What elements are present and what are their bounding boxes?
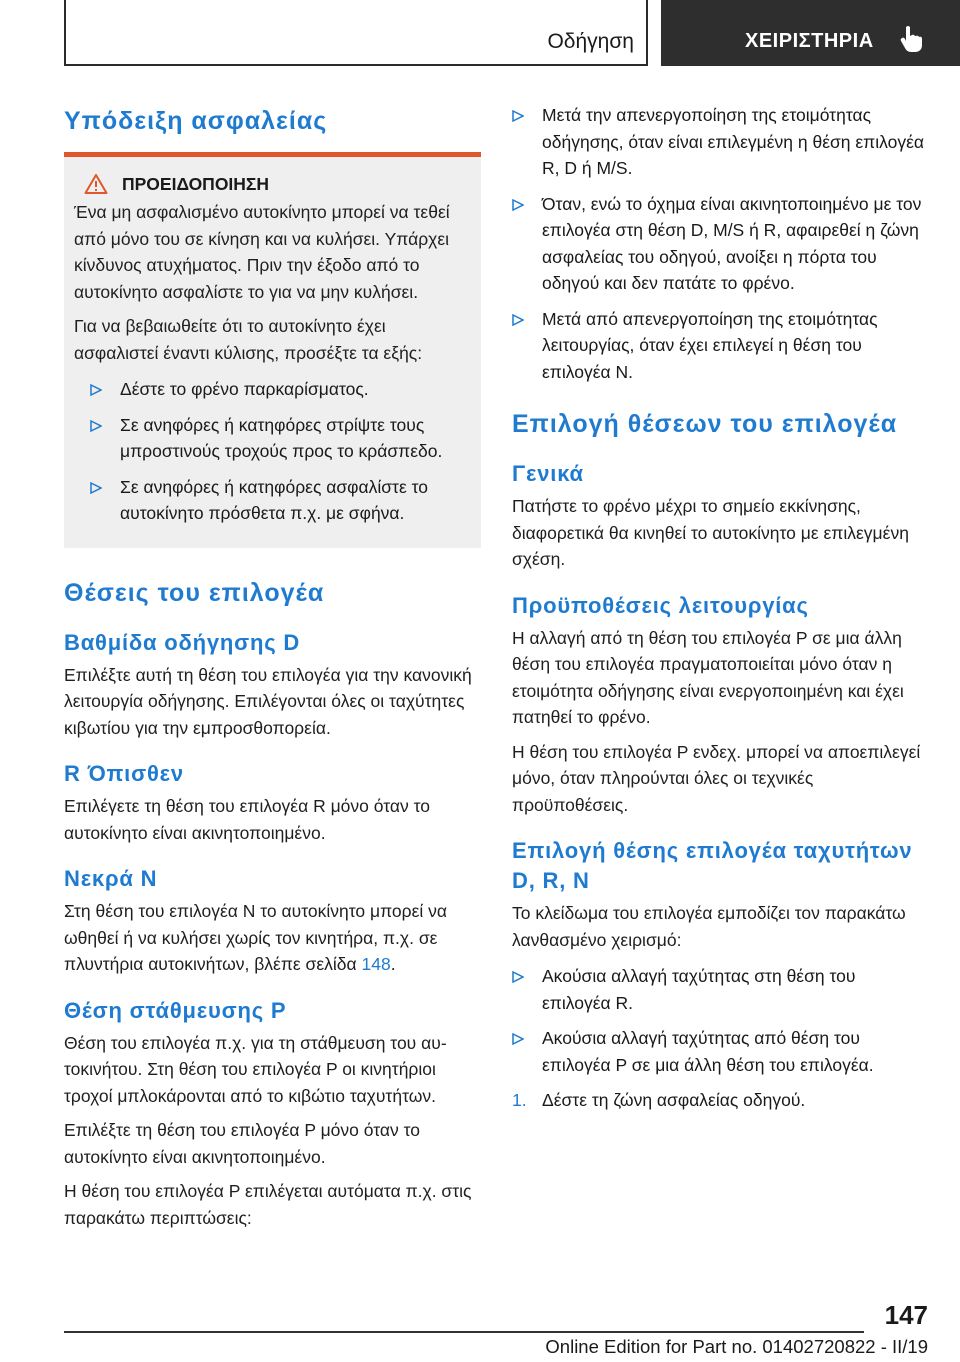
park-text-3: Η θέση του επιλογέα P επιλέγεται αυτόματα π.χ. στις παρακάτω περιπτώσεις: — [64, 1181, 472, 1228]
right-column — [512, 96, 928, 1123]
warning-instructions: Για να βεβαιωθείτε ότι το αυτοκίνητο έχει ασφαλιστεί έναντι κύλισης, προσέξτε τα εξής: — [74, 316, 423, 363]
neutral-text-body: Στη θέση του επιλογέα N το αυτοκίνητο μπορεί να ωθηθεί ή να κυλήσει χωρίς τον κινητήρα, π.χ. σε πλυντήρια αυτοκινήτων, βλέπε σελίδα — [64, 901, 448, 974]
list-item — [90, 412, 471, 465]
prereq-text-2: Η θέση του επιλογέα P ενδεχ. μπορεί να αποεπιλεγεί μόνο, όταν πληρούνται όλες οι τεχνικές προϋποθέσεις. — [512, 741, 921, 815]
list-item — [512, 102, 928, 182]
header-section-tab — [64, 0, 648, 66]
bullet-triangle-icon — [90, 482, 102, 494]
reverse-text: Επιλέγετε τη θέση του επιλογέα R μόνο όταν το αυτοκίνητο είναι ακινητοποιημένο. — [64, 796, 431, 843]
drive-heading: Βαθμίδα οδήγησης D — [64, 629, 301, 655]
lock-heading: Επιλογή θέσης επιλογέα ταχυτήτων D, R, N — [512, 838, 913, 893]
bullet-triangle-icon — [512, 971, 524, 983]
list-item-text: Όταν, ενώ το όχημα είναι ακινητοποιημένο με τον επιλογέα στη θέση D, M/S ή R, αφαιρεθεί η ζώνη ασφαλείας του οδηγού, ανοίξει η πόρτα του οδηγού και δεν πατάτε το φρένο. — [542, 193, 922, 293]
bullet-triangle-icon — [512, 314, 524, 326]
warning-title: ΠΡΟΕΙΔΟΠΟΙΗΣΗ — [122, 173, 270, 194]
list-item — [512, 963, 928, 1016]
left-column — [64, 96, 481, 1231]
select-heading: Επιλογή θέσεων του επιλογέα — [512, 410, 898, 438]
reverse-heading: R Όπισθεν — [64, 761, 184, 786]
list-item-text: Ακούσια αλλαγή ταχύτητας στη θέση του επιλογέα R. — [542, 966, 856, 1013]
step-text: Δέστε τη ζώνη ασφαλείας οδηγού. — [542, 1090, 806, 1110]
positions-heading: Θέσεις του επιλογέα — [64, 578, 325, 607]
prereq-text-1: Η αλλαγή από τη θέση του επιλογέα P σε μια άλλη θέση του επιλογέα πραγματοποιείται μόνο όταν η ετοιμότητα οδήγησης είναι ενεργοποιημένη και έχει πατηθεί το φρένο. — [512, 627, 904, 727]
lock-text: Το κλείδωμα του επιλογέα εμποδίζει τον παρακάτω λανθασμένο χειρισμό: — [512, 903, 906, 950]
bullet-triangle-icon — [512, 110, 524, 122]
list-item-text: Ακούσια αλλαγή ταχύτητας από θέση του επιλογέα P σε μια άλλη θέση του επιλογέα. — [542, 1028, 874, 1075]
list-item — [512, 191, 928, 297]
list-item — [90, 474, 471, 527]
park-text-2: Επιλέξτε τη θέση του επιλογέα P μόνο όταν το αυτοκίνητο είναι ακινητοποιημένο. — [64, 1120, 421, 1167]
list-item — [90, 376, 471, 403]
park-conditions-list — [512, 102, 928, 385]
safety-heading: Υπόδειξη ασφαλείας — [64, 107, 328, 135]
header-manual-tab — [661, 0, 960, 66]
bullet-triangle-icon — [512, 1033, 524, 1045]
footer-edition: Online Edition for Part no. 01402720822 - II/19 — [545, 1336, 928, 1357]
pointing-hand-icon — [897, 24, 927, 54]
header-section-title: Οδήγηση — [547, 30, 634, 53]
warning-box — [64, 157, 481, 548]
list-item-text: Μετά την απενεργοποίηση της ετοιμότητας οδήγησης, όταν είναι επιλεγμένη η θέση επιλογέα R, D ή M/S. — [542, 105, 925, 178]
neutral-text — [64, 898, 481, 978]
page-number: 147 — [884, 1300, 928, 1330]
list-item-text: Σε ανηφόρες ή κατηφόρες στρίψτε τους μπροστινούς τροχούς προς το κράσπεδο. — [120, 414, 443, 461]
warning-text: Ένα μη ασφαλισμένο αυτοκίνητο μπορεί να τεθεί από μόνο του σε κίνηση και να κυλήσει. Υπάρχει κίνδυνος ατυχήματος. Πριν την έξοδο από το αυτοκίνητο ασφαλίστε το για να μην κυλήσει. — [74, 202, 450, 302]
header-manual-title: ΧΕΙΡΙΣΤΗΡΙΑ — [745, 30, 874, 52]
neutral-heading: Νεκρά N — [64, 866, 158, 891]
general-heading: Γενικά — [512, 461, 584, 486]
bullet-triangle-icon — [90, 384, 102, 396]
list-item-text: Σε ανηφόρες ή κατηφόρες ασφαλίστε το αυτοκίνητο πρόσθετα π.χ. με σφήνα. — [120, 476, 429, 523]
drive-text: Επιλέξτε αυτή τη θέση του επιλογέα για την κανονική λειτουργία οδήγησης. Επιλέγονται όλες οι ταχύτητες κιβωτίου για την εμπροσθοπορεία. — [64, 664, 472, 738]
list-item — [512, 1025, 928, 1078]
warning-bullet-list — [74, 376, 471, 527]
list-item-text: Μετά από απενεργοποίηση της ετοιμότητας λειτουργίας, όταν έχει επιλεγεί η θέση του επιλογέα N. — [542, 308, 878, 382]
list-item — [512, 306, 928, 386]
lock-bullet-list — [512, 963, 928, 1114]
bullet-triangle-icon — [512, 199, 524, 211]
footer-divider — [64, 1331, 864, 1333]
neutral-text-end: . — [390, 954, 396, 974]
step-number: 1. — [512, 1090, 527, 1110]
warning-triangle-icon — [84, 173, 108, 195]
bullet-triangle-icon — [90, 420, 102, 432]
park-heading: Θέση στάθμευσης P — [64, 997, 287, 1023]
park-text-1: Θέση του επιλογέα π.χ. για τη στάθμευση του αυτοκινήτου. Στη θέση του επιλογέα P οι κινητήριοι τροχοί μπλοκάρονται από το κιβώτιο ταχυτήτων. — [64, 1032, 447, 1106]
warning-title-row — [84, 173, 471, 195]
general-text: Πατήστε το φρένο μέχρι το σημείο εκκίνησης, διαφορετικά θα κινηθεί το αυτοκίνητο με επιλεγμένη σχέση. — [512, 496, 909, 569]
page-link[interactable]: 148 — [361, 954, 391, 974]
numbered-step — [512, 1087, 928, 1114]
list-item-text: Δέστε το φρένο παρκαρίσματος. — [120, 379, 369, 399]
prereq-heading: Προϋποθέσεις λειτουργίας — [512, 592, 809, 618]
